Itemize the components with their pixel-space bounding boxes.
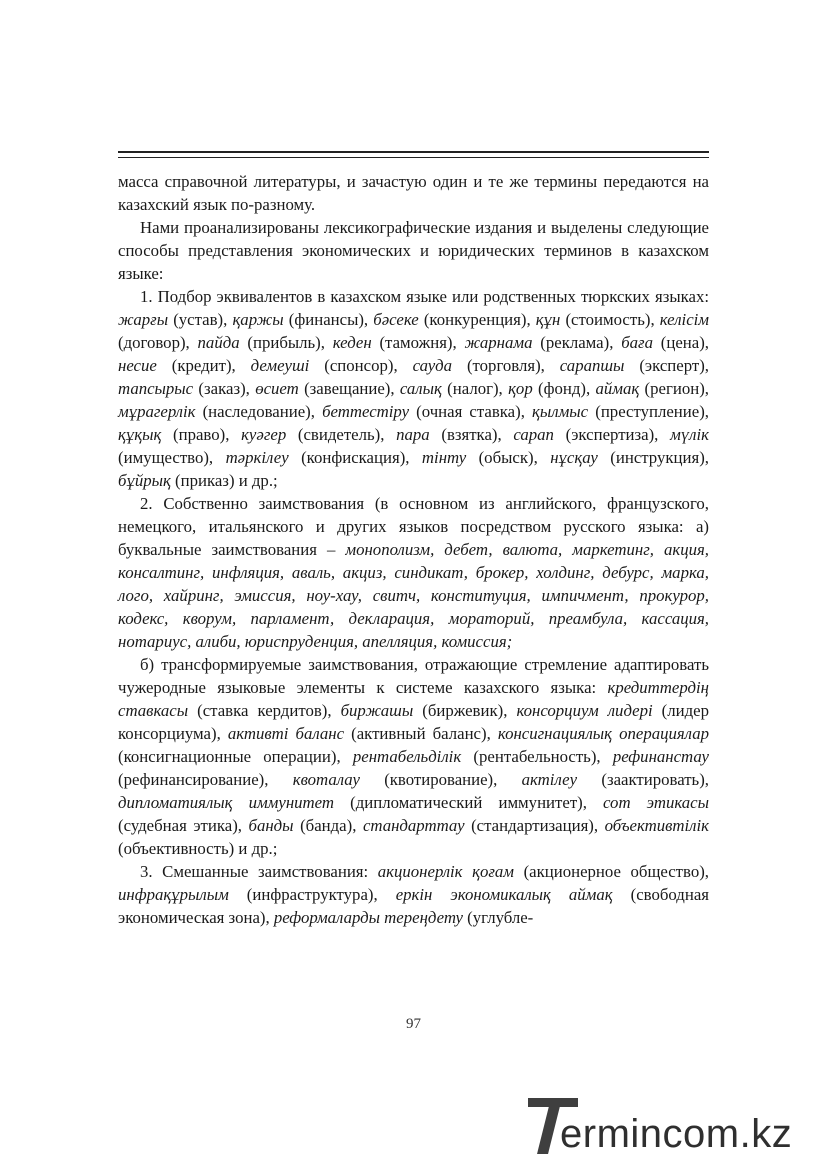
term-italic: биржашы — [340, 701, 414, 720]
text-run: (заактировать), — [577, 770, 709, 789]
term-italic: реформаларды тереңдету — [273, 908, 463, 927]
term-italic: тінту — [421, 448, 467, 467]
text-run: (регион), — [639, 379, 709, 398]
term-italic: демеуші — [250, 356, 310, 375]
paragraph-p1 — [118, 170, 709, 216]
term-italic: консигнациялық операциялар — [497, 724, 709, 743]
text-run: масса справочной литературы, и зачастую один и те же термины передаются на казахский язык по-разному. — [118, 172, 709, 214]
text-run: Нами проанализированы лексикографические издания и выделены следующие способы представления экономических и юридических терминов в казахском языке: — [118, 218, 709, 283]
text-run: (стандартизация), — [464, 816, 605, 835]
term-italic: пайда — [197, 333, 240, 352]
term-italic: актілеу — [521, 770, 578, 789]
text-run: (налог), — [441, 379, 509, 398]
text-run: (акционерное общество), — [514, 862, 710, 881]
text-run: (заказ), — [193, 379, 256, 398]
text-run: (свободная экономическая зона), — [118, 885, 709, 927]
term-italic: салық — [399, 379, 442, 398]
text-run: (квотирование), — [359, 770, 522, 789]
term-italic: еркін экономикалық аймақ — [395, 885, 613, 904]
term-italic: аймақ — [595, 379, 640, 398]
term-italic: активті баланс — [227, 724, 345, 743]
text-run: (торговля), — [452, 356, 560, 375]
text-run: (имущество), — [118, 448, 226, 467]
text-run: 3. Смешанные заимствования: — [140, 862, 378, 881]
paragraph-p3 — [118, 285, 709, 492]
text-run: (прибыль), — [239, 333, 333, 352]
term-italic: жарнама — [464, 333, 533, 352]
text-run: (стоимость), — [560, 310, 660, 329]
text-run: (завещание), — [298, 379, 400, 398]
term-italic: мүлік — [670, 425, 709, 444]
term-italic: кеден — [332, 333, 372, 352]
text-run: (финансы), — [283, 310, 374, 329]
term-italic: бұйрық — [118, 471, 171, 490]
term-italic: несие — [118, 356, 157, 375]
term-italic: банды — [248, 816, 294, 835]
term-italic: рентабельділік — [352, 747, 462, 766]
term-italic: сарапшы — [559, 356, 625, 375]
header-rule-thin — [118, 157, 709, 158]
text-run: (консигнационные операции), — [118, 747, 353, 766]
term-italic: объективтілік — [604, 816, 710, 835]
text-run: (право), — [161, 425, 242, 444]
text-run: (рентабельность), — [461, 747, 613, 766]
term-italic: инфрақұрылым — [118, 885, 229, 904]
term-italic: келісім — [659, 310, 710, 329]
term-italic: нұсқау — [550, 448, 598, 467]
term-italic: сауда — [412, 356, 453, 375]
text-run: (реклама), — [532, 333, 622, 352]
header-rule-thick — [118, 151, 709, 153]
text-run: (банда), — [293, 816, 363, 835]
text-run: (инфраструктура), — [228, 885, 396, 904]
text-run: (рефинансирование), — [118, 770, 293, 789]
term-italic: құн — [535, 310, 561, 329]
text-run: (лидер консорциума), — [118, 701, 709, 743]
term-italic: сот этикасы — [603, 793, 709, 812]
text-run: (кредит), — [156, 356, 251, 375]
text-run: (углубле- — [462, 908, 534, 927]
text-run: б) трансформируемые заимствования, отражающие стремление адаптировать чужеродные языковые элементы к системе казахского языка: — [118, 655, 709, 697]
text-run: (экспертиза), — [553, 425, 671, 444]
term-italic: акционерлік қоғам — [377, 862, 514, 881]
term-italic: рефинанстау — [612, 747, 709, 766]
body-text — [118, 170, 709, 929]
text-run: (биржевик), — [413, 701, 517, 720]
paragraph-p2 — [118, 216, 709, 285]
term-italic: квоталау — [292, 770, 360, 789]
text-run: (инструкция), — [597, 448, 709, 467]
term-italic: беттестіру — [322, 402, 410, 421]
text-run: (объективность) и др.; — [118, 839, 278, 858]
text-run: (конкуренция), — [418, 310, 536, 329]
text-run: (наследование), — [195, 402, 323, 421]
term-italic: пара — [396, 425, 430, 444]
text-run: (таможня), — [371, 333, 465, 352]
text-run: (приказ) и др.; — [170, 471, 278, 490]
term-italic: жарғы — [118, 310, 169, 329]
logo-wordmark: ermincom.kz — [560, 1112, 793, 1156]
term-italic: құқық — [118, 425, 162, 444]
term-italic: қылмыс — [532, 402, 589, 421]
text-run: 2. Собственно заимствования (в основном из английского, французского, немецкого, итальянского и других языков посредством русского языка: а) буквальные заимствования – — [118, 494, 709, 559]
term-italic: бәсеке — [373, 310, 419, 329]
term-italic: консорциум лидері — [516, 701, 653, 720]
text-run: (преступление), — [588, 402, 710, 421]
text-run: (фонд), — [532, 379, 596, 398]
term-italic: монополизм, дебет, валюта, маркетинг, акция, консалтинг, инфляция, аваль, акциз, синдикат, брокер, холдинг, дебурс, марка, лого, хайринг, эмиссия, ноу-хау, свитч, конституция, импичмент, прокурор, кодекс, кворум, парламент, декларация, мораторий, преамбула, кассация, нотариус, алиби, юриспруденция, апелляция, комиссия; — [118, 540, 710, 651]
text-run: (спонсор), — [309, 356, 413, 375]
termincom-logo[interactable] — [524, 1098, 824, 1158]
text-run: (свидетель), — [286, 425, 397, 444]
term-italic: баға — [621, 333, 653, 352]
term-italic: стандарттау — [362, 816, 465, 835]
term-italic: дипломатиялық иммунитет — [118, 793, 335, 812]
paragraph-p5 — [118, 653, 709, 860]
text-run: (дипломатический иммунитет), — [334, 793, 604, 812]
text-run: (устав), — [168, 310, 233, 329]
term-italic: қор — [508, 379, 533, 398]
text-run: (обыск), — [466, 448, 551, 467]
term-italic: кредиттердің ставкасы — [118, 678, 709, 720]
text-run: (активный баланс), — [344, 724, 498, 743]
text-run: (конфискация), — [288, 448, 422, 467]
term-italic: тапсырыс — [118, 379, 194, 398]
term-italic: қаржы — [232, 310, 284, 329]
text-run: (договор), — [118, 333, 198, 352]
term-italic: тәркілеу — [225, 448, 289, 467]
paragraph-p6 — [118, 860, 709, 929]
text-run: (эксперт), — [624, 356, 710, 375]
term-italic: мұрагерлік — [118, 402, 196, 421]
term-italic: куәгер — [241, 425, 287, 444]
text-run: (очная ставка), — [409, 402, 533, 421]
paragraph-p4 — [118, 492, 709, 653]
term-italic: өсиет — [255, 379, 299, 398]
text-run: (ставка кердитов), — [188, 701, 341, 720]
text-run: (судебная этика), — [118, 816, 249, 835]
text-run: (взятка), — [429, 425, 514, 444]
text-run: 1. Подбор эквивалентов в казахском языке или родственных тюркских языках: — [140, 287, 709, 306]
text-run: (цена), — [652, 333, 709, 352]
term-italic: сарап — [513, 425, 554, 444]
page-number: 97 — [406, 1016, 421, 1032]
